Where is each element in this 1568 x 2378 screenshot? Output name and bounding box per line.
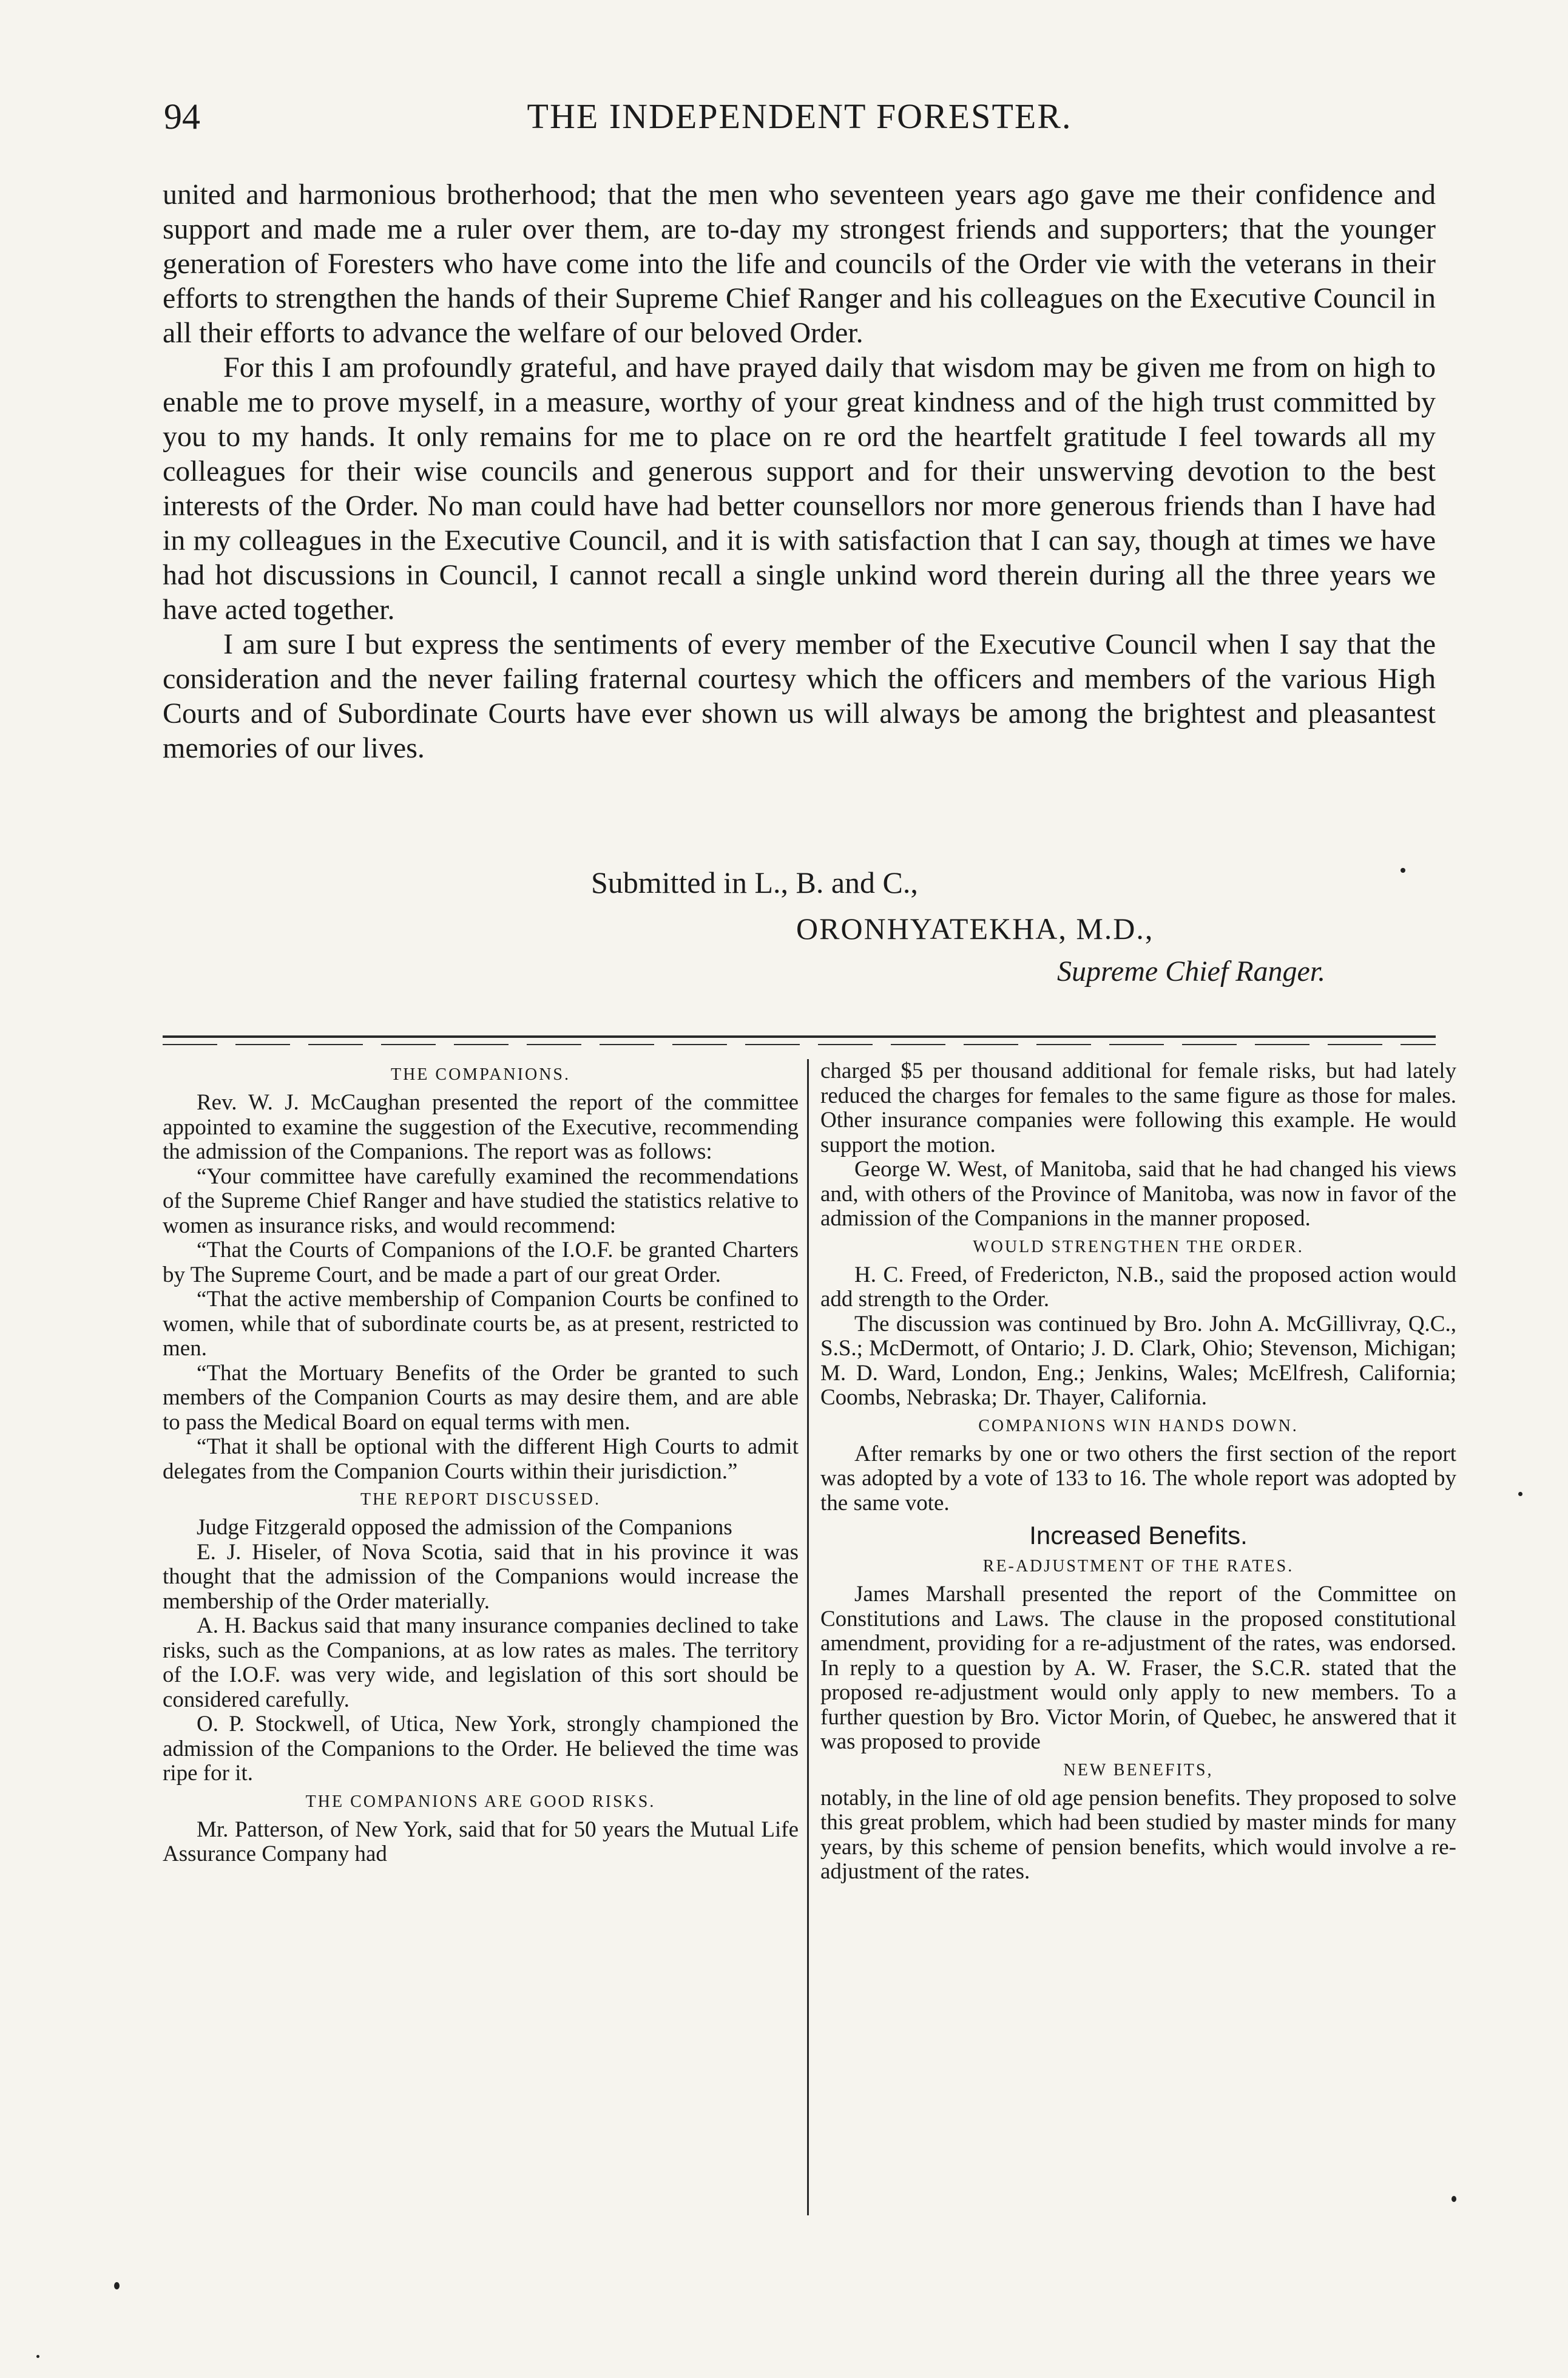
paragraph: George W. West, of Manitoba, said that he had changed his views and, with others of the Province of Manitoba, was now in favor of the admission of the Companions in the manner proposed. [820,1157,1456,1231]
section-heading-large: Increased Benefits. [1029,1521,1248,1550]
paragraph: charged $5 per thousand additional for female risks, but had lately reduced the charges for females to the same figure as those for males. Other insurance companies were following this example. He would support the motion. [820,1059,1456,1157]
paragraph: After remarks by one or two others the first section of the report was adopted by a vote of 133 to 16. The whole report was adopted by the same vote. [820,1441,1456,1516]
section-heading: THE REPORT DISCUSSED. [360,1490,601,1509]
signatory-role: Supreme Chief Ranger. [1057,955,1326,987]
section-rule [163,1035,1436,1038]
signature-block [163,865,1436,1004]
paragraph: “Your committee have carefully examined the recommendations of the Supreme Chief Ranger and have studied the statistics relative to women as insurance risks, and would recommend: [163,1164,799,1238]
paragraph: For this I am profoundly grateful, and have prayed daily that wisdom may be given me from on high to enable me to prove myself, in a measure, worthy of your great kindness and of the high trust committed by you to my hands. It only remains for me to place on re ord the heartfelt gratitude I feel towards all my colleagues for their wise councils and generous support and for their unswerving devotion to the best interests of the Order. No man could have had better counsellors nor more generous friends than I have had in my colleagues in the Executive Council, and it is with satisfaction that I can say, though at times we have had hot discussions in Council, I cannot recall a single unkind word therein during all the three years we have acted together. [163,351,1436,626]
submitted-line: Submitted in L., B. and C., [591,865,918,899]
paragraph: James Marshall presented the report of the Committee on Constitutions and Laws. The clause in the proposed constitutional amendment, providing for a re-adjustment of the rates, was endorsed. In reply to a question by A. W. Fraser, the S.C.R. stated that the proposed re-adjustment would only apply to new members. To a further question by Bro. Victor Morin, of Quebec, he answered that it was proposed to provide [820,1582,1456,1754]
journal-title: THE INDEPENDENT FORESTER. [527,97,1072,136]
paragraph: The discussion was continued by Bro. John A. McGillivray, Q.C., S.S.; McDermott, of Ontario; J. D. Clark, Ohio; Stevenson, Michigan; M. D. Ward, London, Eng.; Jenkins, Wales; McElfresh, California; Coombs, Nebraska; Dr. Thayer, California. [820,1311,1456,1410]
section-heading: THE COMPANIONS. [390,1065,570,1084]
paragraph: A. H. Backus said that many insurance companies declined to take risks, such as the Companions, at as low rates as males. The territory of the I.O.F. was very wide, and legislation of this sort should be considered carefully. [163,1613,799,1712]
print-speck [36,2355,39,2358]
paragraph: I am sure I but express the sentiments of every member of the Executive Council when I say that the consideration and the never failing fraternal courtesy which the officers and members of the various High Courts and of Subordinate Courts have ever shown us will always be among the brightest and pleasantest memories of our lives. [163,628,1436,764]
paragraph: H. C. Freed, of Fredericton, N.B., said the proposed action would add strength to the Order. [820,1262,1456,1312]
section-heading: RE-ADJUSTMENT OF THE RATES. [982,1557,1294,1576]
paragraph: Mr. Patterson, of New York, said that for 50 years the Mutual Life Assurance Company had [163,1817,799,1866]
paragraph: “That the active membership of Companion Courts be confined to women, while that of subordinate courts be, as at present, restricted to men. [163,1287,799,1361]
address-text [163,177,1436,765]
print-speck [1401,868,1405,873]
section-rule-dashed [163,1044,1436,1045]
paragraph: “That it shall be optional with the different High Courts to admit delegates from the Companion Courts within their jurisdiction.” [163,1434,799,1484]
page-number: 94 [164,97,200,137]
paragraph: Judge Fitzgerald opposed the admission of the Companions [197,1515,732,1540]
print-speck [1518,1492,1522,1496]
left-column [163,1059,799,1867]
section-heading: NEW BENEFITS, [1063,1760,1214,1780]
paragraph: E. J. Hiseler, of Nova Scotia, said that in his province it was thought that the admission of the Companions would increase the membership of the Order materially. [163,1539,799,1614]
paragraph: united and harmonious brotherhood; that the men who seventeen years ago gave me their confidence and support and made me a ruler over them, are to-day my strongest friends and supporters; that the younger generation of Foresters who have come into the life and councils of the Order vie with the veterans in their efforts to strengthen the hands of their Supreme Chief Ranger and his colleagues on the Executive Council in all their efforts to advance the welfare of our beloved Order. [163,178,1436,349]
right-column [820,1059,1456,1885]
paragraph: “That the Courts of Companions of the I.O.F. be granted Charters by The Supreme Court, and be made a part of our great Order. [163,1238,799,1287]
paragraph: “That the Mortuary Benefits of the Order be granted to such members of the Companion Courts as may desire them, and are able to pass the Medical Board on equal terms with men. [163,1360,799,1435]
paragraph: notably, in the line of old age pension benefits. They proposed to solve this great problem, which had been studied by master minds for many years, by this scheme of pension benefits, which would involve a re-adjustment of the rates. [820,1785,1456,1884]
section-heading: THE COMPANIONS ARE GOOD RISKS. [305,1792,656,1811]
paragraph: Rev. W. J. McCaughan presented the report of the committee appointed to examine the suggestion of the Executive, recommending the admission of the Companions. The report was as follows: [163,1090,799,1164]
column-divider [807,1059,809,2215]
print-speck [114,2282,120,2289]
paragraph: O. P. Stockwell, of Utica, New York, strongly championed the admission of the Companions to the Order. He believed the time was ripe for it. [163,1712,799,1786]
section-heading: WOULD STRENGTHEN THE ORDER. [973,1237,1304,1256]
signatory-name: ORONHYATEKHA, M.D., [796,912,1154,946]
running-head [164,91,1435,140]
print-speck [1451,2196,1456,2202]
section-heading: COMPANIONS WIN HANDS DOWN. [978,1416,1299,1435]
